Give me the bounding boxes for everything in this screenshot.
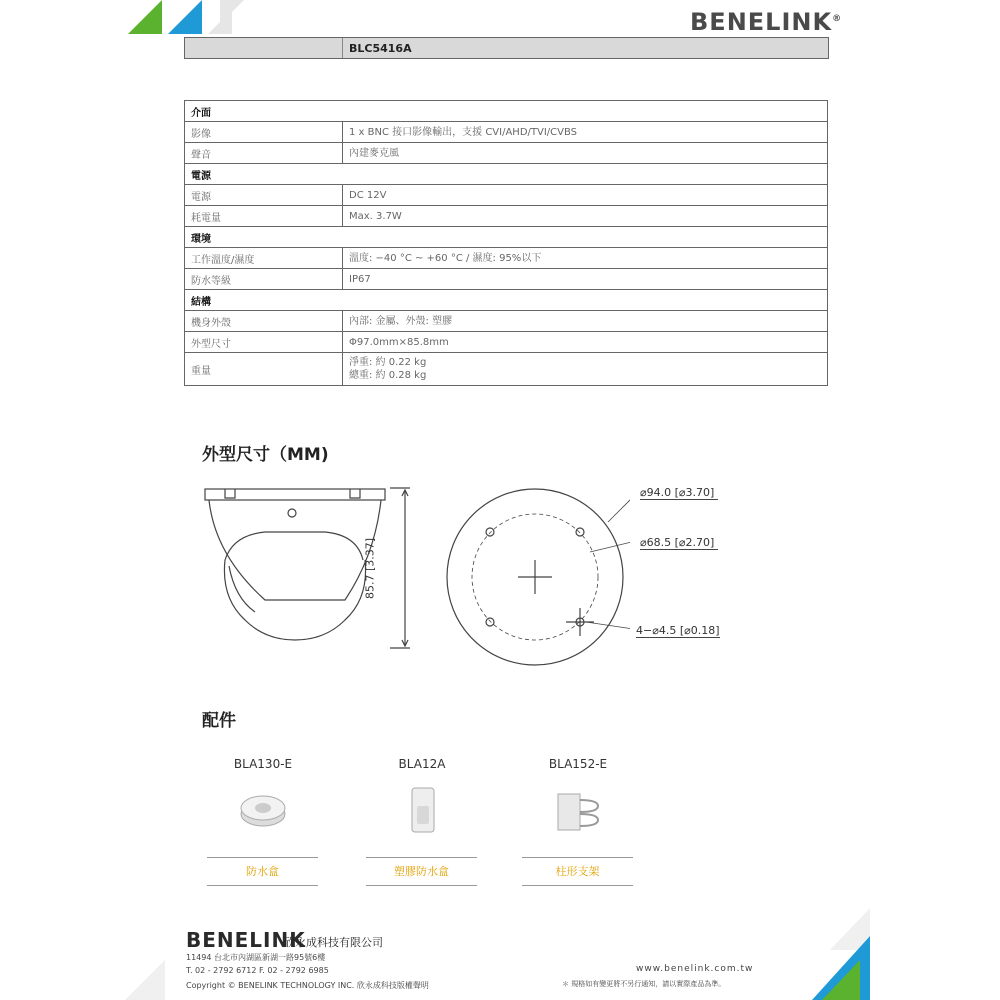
spec-row [185,248,828,269]
spec-row [185,206,828,227]
model-bar-blank [185,38,343,58]
spec-category-row [185,101,828,122]
spec-key: 耗電量 [185,206,343,227]
spec-table [184,100,828,386]
footer-copyright: Copyright © BENELINK TECHNOLOGY INC. 欣永成科技版權聲明 [186,981,429,990]
spec-value: Max. 3.7W [343,206,828,227]
model-name: BLC5416A [343,38,828,58]
holes-label: 4−⌀4.5 [⌀0.18] [636,624,720,637]
footer-company: 欣永成科技有限公司 [284,936,383,949]
height-label: 85.7 [3.37] [363,537,377,600]
spec-key: 重量 [185,353,343,386]
spec-value: 內建麥克風 [343,143,828,164]
spec-category: 電源 [185,164,828,185]
spec-row [185,185,828,206]
spec-key: 電源 [185,185,343,206]
footer-decoration [760,900,880,1000]
side-view-drawing [195,480,420,655]
spec-value: Φ97.0mm×85.8mm [343,332,828,353]
footer-website[interactable]: www.benelink.com.tw [636,964,754,974]
spec-category: 介面 [185,101,828,122]
footer-note: ＊ 規格如有變更將不另行通知，請以實際產品為準。 [562,980,726,988]
spec-key: 外型尺寸 [185,332,343,353]
spec-value-line: 總重: 約 0.28 kg [349,370,427,381]
spec-row [185,122,828,143]
junction-box-image [238,790,288,830]
outer-diameter-label: ⌀94.0 [⌀3.70] [640,486,718,500]
pole-mount-image [550,788,606,834]
accessories-title: 配件 [202,711,236,731]
footer-brand-logo: BENELINK [186,928,306,952]
footer-left-decoration [125,960,185,1000]
accessory-label: 塑膠防水盒 [366,857,477,886]
footer-address: 11494 台北市內湖區新湖一路95號6樓 [186,953,326,962]
top-view-drawing [440,480,630,670]
inner-diameter-label: ⌀68.5 [⌀2.70] [640,536,718,550]
spec-category-row [185,164,828,185]
header-decoration [120,0,260,36]
spec-key: 聲音 [185,143,343,164]
spec-value: IP67 [343,269,828,290]
spec-category: 環境 [185,227,828,248]
accessory-label: 柱形支架 [522,857,633,886]
spec-row [185,353,828,386]
dimensions-title: 外型尺寸（MM) [202,445,329,465]
brand-logo: BENELINK® [690,8,843,36]
accessory-name: BLA152-E [548,757,608,771]
spec-value [343,353,828,386]
spec-value-line: 淨重: 約 0.22 kg [349,357,427,368]
spec-row [185,143,828,164]
spec-category: 結構 [185,290,828,311]
spec-key: 影像 [185,122,343,143]
spec-category-row [185,227,828,248]
accessory-name: BLA130-E [233,757,293,771]
spec-key: 機身外殼 [185,311,343,332]
spec-value: 1 x BNC 接口影像輸出，支援 CVI/AHD/TVI/CVBS [343,122,828,143]
spec-value: DC 12V [343,185,828,206]
spec-row [185,269,828,290]
spec-key: 工作溫度/濕度 [185,248,343,269]
plastic-box-image [408,784,438,836]
spec-row [185,332,828,353]
footer-phone: T. 02 - 2792 6712 F. 02 - 2792 6985 [186,966,329,975]
spec-row [185,311,828,332]
accessory-name: BLA12A [398,757,446,771]
spec-value: 內部: 金屬、外殼: 塑膠 [343,311,828,332]
spec-key: 防水等級 [185,269,343,290]
accessory-label: 防水盒 [207,857,318,886]
spec-category-row [185,290,828,311]
spec-value: 溫度: −40 °C ~ +60 °C / 濕度: 95%以下 [343,248,828,269]
model-bar [184,37,829,59]
